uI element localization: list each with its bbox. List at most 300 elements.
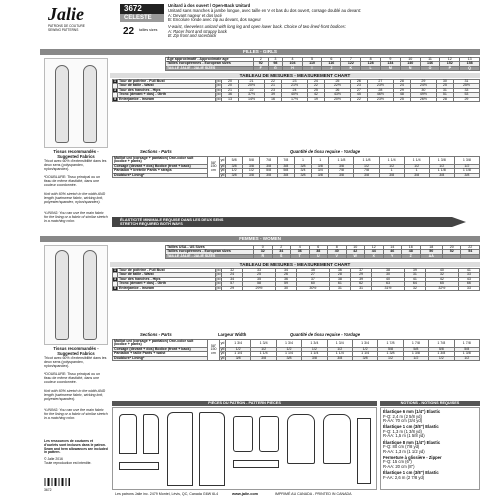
yardage-value: 1 1/4 xyxy=(404,157,429,165)
eu-size-cell: 98 xyxy=(268,62,283,66)
pattern-name: CELESTE xyxy=(120,14,164,22)
unit-label: po xyxy=(216,276,221,281)
measurement-value: 63 xyxy=(372,282,405,286)
row-number: 5 xyxy=(114,96,116,101)
size-letter: W xyxy=(346,254,365,258)
measurement-value: 24 xyxy=(281,88,307,92)
unit-label: po xyxy=(216,79,221,83)
women-jalie-label: TAILLE JALIE - JALIE SIZES xyxy=(166,254,254,258)
measurement-value: 31 xyxy=(436,88,453,92)
unit-label: po xyxy=(216,96,221,101)
size-letter: Y xyxy=(383,254,402,258)
unit-label: yd xyxy=(220,355,225,360)
woman-silhouette-back xyxy=(83,250,97,340)
age-cell: 12 xyxy=(440,58,460,62)
measurement-value: 24½ xyxy=(410,84,436,88)
girls-en-lining: *LINING: You can use the main fabric for the lining or a fabric of similar stretch in a matching color. xyxy=(44,211,108,223)
measurement-value: 43½ xyxy=(324,93,350,97)
pattern-piece xyxy=(233,460,279,468)
notions-list xyxy=(380,407,480,490)
measurement-value: 65 xyxy=(426,282,459,286)
age-label: Âge approximatif - Approximate age xyxy=(166,58,254,62)
row-number: 3 xyxy=(114,276,116,281)
age-cell: 9 xyxy=(381,58,401,62)
pattern-piece xyxy=(119,462,159,470)
yardage-value: 1 xyxy=(294,157,311,165)
yardage-value: 1 7/8 xyxy=(454,340,479,348)
measurement-value: 29 xyxy=(453,97,479,101)
yardage-value: 3/8 xyxy=(260,173,277,177)
yardage-value: 3/8 xyxy=(329,164,354,168)
age-cell: 8 xyxy=(361,58,381,62)
measurement-value: 23½ xyxy=(367,97,393,101)
eu-size-cell: 110 xyxy=(302,62,321,66)
measurement-value: 22 xyxy=(238,88,264,92)
measurement-label: Tronc (devant + dos) - Girth xyxy=(118,93,216,97)
yardage-value: 1 1/8 xyxy=(329,157,354,165)
yardage-label: Maillot uni (corsage + pantalon) One-color suit (bodice + pants) xyxy=(113,157,208,165)
measurement-value: 20 xyxy=(222,84,239,88)
measurement-value: 58 xyxy=(243,282,276,286)
yardage-value: 1 3/4 xyxy=(251,340,276,348)
pattern-piece xyxy=(199,412,225,486)
measurement-value: 28 xyxy=(367,88,393,92)
yardage-value: 7/8 xyxy=(354,169,379,173)
measurement-value: 22 xyxy=(307,84,324,88)
eu-size-cell: 122 xyxy=(341,62,361,66)
yardage-value: 1 3/8 xyxy=(378,352,403,356)
measurement-value: 31 xyxy=(404,273,425,277)
yardage-value: 3/8 xyxy=(226,356,251,360)
measurement-value: 20 xyxy=(222,80,239,84)
eu-size-cell: 44 xyxy=(365,250,384,254)
measurement-value: 46½ xyxy=(367,93,393,97)
girls-sections-label: Sections - Parts xyxy=(140,149,172,154)
unit-label: po xyxy=(216,268,221,272)
measurement-value: 41 xyxy=(404,277,425,281)
yardage-value: 1/2 xyxy=(454,164,479,168)
yardage-value: 1/2 xyxy=(226,169,243,173)
measurement-value: 39 xyxy=(350,277,371,281)
measurement-value: 31 xyxy=(329,286,350,290)
row-number: 5 xyxy=(114,285,116,290)
pattern-pieces-area xyxy=(112,407,377,490)
us-size-cell: 12 xyxy=(365,246,384,250)
size-letter: L xyxy=(361,66,381,70)
yardage-value: 1 3/4 xyxy=(302,340,327,348)
unit-label: po xyxy=(216,285,221,290)
measurement-value: 49½ xyxy=(410,93,436,97)
size-letter: P xyxy=(440,66,460,70)
girls-fabric-title: Tissus recommandés - Suggested Fabrics xyxy=(53,149,99,159)
yardage-value: 3/8 xyxy=(404,173,429,177)
eu-size-cell: 46 xyxy=(383,250,402,254)
yardage-value: 1 1/4 xyxy=(327,352,352,356)
yardage-value: 3/8 xyxy=(294,173,311,177)
measurement-value: 26 xyxy=(350,80,367,84)
measurement-value: 33 xyxy=(458,273,479,277)
us-size-cell: 0 xyxy=(254,246,273,250)
women-en-fabric: Knit with 60% stretch in the width AND length (swimwear fabric, wicking knit, polyester/spandex). xyxy=(44,389,106,401)
women-fabric-text: Tricot avec 60% d'extensibilité dans les deux sens (polyspandex, nylon/spandex). xyxy=(44,356,107,368)
measurement-value: 48 xyxy=(393,93,410,97)
eu-size-cell: 40 xyxy=(328,250,347,254)
measurement-value: 26½ xyxy=(410,97,436,101)
measurement-value: 64 xyxy=(404,282,425,286)
row-number: 1 xyxy=(114,79,116,83)
girl-silhouette-front xyxy=(55,65,69,143)
yardage-value: 5/8 xyxy=(403,347,428,351)
measurement-value: 21½ xyxy=(281,84,307,88)
yardage-value: 1 1/4 xyxy=(251,352,276,356)
stretch-arrow-icon xyxy=(452,217,466,227)
yardage-value: 1 1/4 xyxy=(302,352,327,356)
women-fabric-title: Tissus recommandés - Suggested Fabrics xyxy=(53,346,99,356)
girls-en-fabric: Knit with 60% stretch in the width AND length (swimwear fabric, wicking knit, polyester/spandex, nylon/spandex). xyxy=(44,192,106,204)
measurement-value: 16 xyxy=(264,97,281,101)
measurement-value: 28 xyxy=(393,80,410,84)
yardage-value: 5/8 xyxy=(260,169,277,173)
us-size-cell: 2 xyxy=(272,246,291,250)
yardage-value: 5/8 xyxy=(277,169,294,173)
measurement-value: 43 xyxy=(458,277,479,281)
pattern-piece xyxy=(357,418,371,484)
measurement-value: 32½ xyxy=(426,286,459,290)
pattern-piece xyxy=(287,414,315,464)
age-cell: 5 xyxy=(302,58,321,62)
yardage-value: 1/2 xyxy=(379,164,404,168)
yardage-value: 3/8 xyxy=(379,173,404,177)
yardage-value: 1 1/8 xyxy=(454,169,479,173)
women-yardage-title: Quantité de tissu requise - Yardage xyxy=(290,332,361,337)
us-size-cell: 14 xyxy=(383,246,402,250)
women-chart-title: TABLEAU DE MESURES - MEASUREMENT CHART xyxy=(110,262,480,267)
yardage-value: 5/8 xyxy=(243,157,260,165)
en-option-a: A: Racer front and strappy back xyxy=(168,29,227,34)
girls-size-table xyxy=(165,57,480,71)
yardage-value: 1/2 xyxy=(226,347,251,351)
us-size-cell: 4 xyxy=(291,246,310,250)
measurement-value: 26 xyxy=(275,273,296,277)
measurement-value: 33 xyxy=(243,269,276,273)
yardage-value: 5/8 xyxy=(429,347,454,351)
unit-label: yd xyxy=(220,163,225,168)
measurement-value: 27 xyxy=(350,88,367,92)
us-size-cell: 18 xyxy=(420,246,442,250)
size-letter: AA xyxy=(420,254,442,258)
measurement-value: 60 xyxy=(297,282,330,286)
measurement-value: 25 xyxy=(243,273,276,277)
copyright: © Jalie 2016 Toute reproduction est interdite. xyxy=(44,457,92,465)
unit-label: yd xyxy=(220,346,225,351)
measurement-label: Tour de taille - Waist xyxy=(118,84,216,88)
yardage-value: 3/4 xyxy=(294,169,311,173)
notion-item: Fermeture à glissière - Zipper xyxy=(383,454,442,460)
yardage-value: 1/2 xyxy=(243,169,260,173)
size-letter: N xyxy=(400,66,420,70)
measurement-value: 38 xyxy=(372,269,405,273)
notion-item: R-AA: 1,3 m (1 1/2 yd) xyxy=(383,448,425,454)
header xyxy=(40,3,480,45)
sizes-label: tailles sizes xyxy=(139,28,158,32)
measurement-value: 34 xyxy=(222,277,243,281)
notion-item: Élastique 8 mm (1/4") Elastic xyxy=(383,439,441,445)
yardage-value: 3/8 xyxy=(243,173,260,177)
yardage-value: 1/2 xyxy=(378,356,403,360)
table-row xyxy=(113,286,480,290)
women-measurement-table xyxy=(112,268,480,291)
yardage-value: 3/8 xyxy=(226,173,243,177)
measurement-value: 29 xyxy=(222,286,243,290)
age-cell: 3 xyxy=(268,58,283,62)
yardage-value: 1 7/8 xyxy=(378,340,403,348)
size-letter: Q xyxy=(460,66,480,70)
eu-size-cell: 52 xyxy=(442,250,461,254)
measurement-value: 37 xyxy=(297,277,330,281)
size-letter: G xyxy=(268,66,283,70)
eu-size-cell: 104 xyxy=(283,62,303,66)
measurement-value: 27 xyxy=(297,273,330,277)
yardage-value: 1 3/4 xyxy=(327,340,352,348)
yardage-value: 3/8 xyxy=(352,356,377,360)
size-letter: M xyxy=(381,66,401,70)
girls-figure xyxy=(44,58,108,148)
women-width-head: Largeur Width xyxy=(218,332,247,337)
row-number: 2 xyxy=(114,272,116,277)
yardage-value: 1/2 xyxy=(354,164,379,168)
measurement-value: 33 xyxy=(458,286,479,290)
barcode-text: 3672 xyxy=(44,488,52,492)
measurement-value: 21 xyxy=(222,88,239,92)
pattern-piece xyxy=(119,414,137,454)
eu-size-cell: 146 xyxy=(420,62,440,66)
us-sizes-label: Tailles USA - US Sizes xyxy=(166,246,254,250)
fr-title: Unitard à dos ouvert / Open-Back Unitard xyxy=(168,3,251,8)
us-size-cell: 16 xyxy=(402,246,421,250)
eu-size-cell: 34 xyxy=(272,250,291,254)
measurement-value: 30 xyxy=(410,88,436,92)
yardage-value: 3/8 xyxy=(354,173,379,177)
yardage-value: 1 7/8 xyxy=(429,340,454,348)
yardage-value: 1/2 xyxy=(404,164,429,168)
yardage-value: 3/8 xyxy=(429,173,454,177)
measurement-value: 37 xyxy=(350,269,371,273)
unit-label: yd xyxy=(220,172,225,177)
notion-item: R-AA: 70 cm (3/4 yd) xyxy=(383,418,423,424)
measurement-value: 28 xyxy=(436,97,453,101)
eu-size-cell: 152 xyxy=(440,62,460,66)
yardage-value: 1 1/4 xyxy=(226,352,251,356)
yardage-value: 1 xyxy=(312,157,329,165)
yardage-value: 3/8 xyxy=(312,173,329,177)
measurement-value: 41 xyxy=(458,269,479,273)
measurement-value: 33 xyxy=(453,88,479,92)
eu-size-cell: 116 xyxy=(322,62,341,66)
age-cell: 11 xyxy=(420,58,440,62)
yardage-value: 1/2 xyxy=(429,164,454,168)
row-number: 4 xyxy=(114,92,116,97)
en-option-b: B: Zip front and racerback xyxy=(168,33,217,38)
yardage-value: 3/8 xyxy=(294,164,311,168)
size-letter: I xyxy=(302,66,321,70)
measurement-value: 13 xyxy=(222,97,239,101)
us-size-cell: 8 xyxy=(328,246,347,250)
measurement-value: 36 xyxy=(222,93,239,97)
measurement-value: 35 xyxy=(243,277,276,281)
measurement-value: 30 xyxy=(436,80,453,84)
measurement-value: 29 xyxy=(410,80,436,84)
measurement-label: Tour de poitrine - Full Bust xyxy=(118,269,216,273)
measurement-value: 42 xyxy=(307,93,324,97)
measurement-value: 17½ xyxy=(281,97,307,101)
yardage-value: 1/2 xyxy=(302,347,327,351)
measurement-label: Tour des hanches - Hips xyxy=(118,88,216,92)
fr-description: Unitard sans manches à jambe longue, avec taille en V et bas du dos ouvert, corsage doublé au devant: xyxy=(168,8,361,13)
measurement-value: 40½ xyxy=(281,93,307,97)
size-letter: T xyxy=(291,254,310,258)
notion-item: Élastique 6 mm (1/4") Elastic xyxy=(383,409,441,414)
us-size-cell: 6 xyxy=(309,246,328,250)
age-cell: 10 xyxy=(400,58,420,62)
measurement-value: 24 xyxy=(222,273,243,277)
yardage-value: 1 3/8 xyxy=(454,157,479,165)
yardage-value: 3/8 xyxy=(327,356,352,360)
unit-label: po xyxy=(216,92,221,97)
notion-item: Élastique 1 cm (3/8") Elastic xyxy=(383,470,439,476)
girl-silhouette-back xyxy=(83,65,97,143)
measurement-value: 61 xyxy=(329,282,350,286)
yardage-value: 1/2 xyxy=(403,356,428,360)
measurement-value: 19 xyxy=(307,97,324,101)
yardage-label: Doublure* Lining* xyxy=(113,356,208,360)
yardage-value: 3/4 xyxy=(312,169,329,173)
unit-label: po xyxy=(216,83,221,88)
measurement-value: 23 xyxy=(350,84,367,88)
measurement-value: 21 xyxy=(238,80,264,84)
age-cell: 4 xyxy=(283,58,303,62)
yardage-value: 7/8 xyxy=(277,157,294,165)
measurement-value: 53 xyxy=(453,93,479,97)
yardage-value: 1/2 xyxy=(276,347,301,351)
website: www.jalie.com xyxy=(232,492,259,496)
yardage-value: 1/2 xyxy=(251,347,276,351)
yardage-value: 3/8 xyxy=(302,356,327,360)
size-letter: H xyxy=(283,66,303,70)
eu-size-cell: 92 xyxy=(254,62,269,66)
measurement-value: 25 xyxy=(393,97,410,101)
us-size-cell: 10 xyxy=(346,246,365,250)
size-letter: J xyxy=(322,66,341,70)
yardage-value: 5/8 xyxy=(454,347,479,351)
eu-size-cell: 48 xyxy=(402,250,421,254)
measurement-value: 21 xyxy=(264,84,281,88)
unit-label: yd xyxy=(220,168,225,173)
stretch-banner: ÉLASTICITÉ MINIMALE REQUISE DANS LES DEUX SENS STRETCH REQUIRED BOTH WAYS xyxy=(112,217,452,227)
yardage-label: Pantalon + bretelle Pants + straps xyxy=(113,169,208,173)
eu-size-cell: 32 xyxy=(254,250,273,254)
measurement-value: 27 xyxy=(367,80,393,84)
yardage-value: 1 1/8 xyxy=(354,157,379,165)
measurement-value: 29 xyxy=(393,88,410,92)
girls-fabric-text: Tricot avec 60% d'extensibilité dans les deux sens (polyspandex, nylon/spandex). xyxy=(44,159,107,171)
table-row xyxy=(113,97,480,101)
measurement-value: 32 xyxy=(404,286,425,290)
women-yardage-table xyxy=(112,339,480,361)
measurement-value: 23 xyxy=(281,80,307,84)
yardage-value: 1 1/4 xyxy=(276,352,301,356)
unit-label: po xyxy=(216,281,221,286)
measurement-label: Tronc (devant + dos) - Girth xyxy=(118,282,216,286)
measurement-value: 35 xyxy=(297,269,330,273)
pattern-pieces-title: PIÈCES DU PATRON - PATTERN PIECES xyxy=(112,401,377,406)
measurement-value: 36 xyxy=(329,269,350,273)
yardage-value: 1 1/4 xyxy=(379,157,404,165)
measurement-value: 40 xyxy=(372,277,405,281)
unit-label: yd xyxy=(220,157,226,165)
measurement-value: 39 xyxy=(404,269,425,273)
size-letter: R xyxy=(254,254,273,258)
eu-size-cell: 38 xyxy=(309,250,328,254)
age-cell: 2 xyxy=(254,58,269,62)
eu-size-cell: 36 xyxy=(291,250,310,254)
eu-size-cell: 54 xyxy=(461,250,480,254)
yardage-value: 1 3/4 xyxy=(276,340,301,348)
age-cell: 7 xyxy=(341,58,361,62)
printed-in: IMPRIMÉ AU CANADA - PRINTED IN CANADA xyxy=(275,492,352,496)
pattern-piece xyxy=(233,416,253,452)
yardage-value: 1 1/4 xyxy=(352,352,377,356)
measurement-value: 51 xyxy=(436,93,453,97)
row-number: 4 xyxy=(114,281,116,286)
measurement-value: 25½ xyxy=(453,84,479,88)
yardage-value: 3/8 xyxy=(260,164,277,168)
notion-item: F-Q: 1,3 m (1 3/8 yd) xyxy=(383,428,422,434)
measurement-value: 37½ xyxy=(238,93,264,97)
measurement-value: 57 xyxy=(222,282,243,286)
measurement-value: 30 xyxy=(372,273,405,277)
yardage-label: Doublure* Lining* xyxy=(113,173,208,177)
yardage-label: Corsage (devant + dos) Bodice (front + back) xyxy=(113,347,208,351)
company-address: Les patrons Jalie inc. 2479 Montel, Lévis, QC, Canada G6W 6L4 xyxy=(115,492,219,496)
measurement-value: 22 xyxy=(350,97,367,101)
size-letter: U xyxy=(309,254,328,258)
jalie-sizes-label: TAILLE JALIE - JALIE SIZES xyxy=(166,66,254,70)
measurement-value: 32 xyxy=(426,273,459,277)
girls-chart-title: TABLEAU DE MESURES - MEASUREMENT CHART xyxy=(110,73,480,78)
women-size-table xyxy=(165,245,480,259)
measurement-value: 40 xyxy=(426,269,459,273)
yardage-value: 3/8 xyxy=(277,164,294,168)
yardage-value: 3/8 xyxy=(454,173,479,177)
yardage-value: 1 3/8 xyxy=(429,352,454,356)
row-number: 1 xyxy=(114,268,116,272)
measurement-value: 30½ xyxy=(297,286,330,290)
measurement-value: 29 xyxy=(350,273,371,277)
measurement-value: 22½ xyxy=(324,84,350,88)
yardage-value: 1 xyxy=(404,169,429,173)
measurement-value: 31 xyxy=(350,286,371,290)
yardage-value: 1 3/8 xyxy=(454,352,479,356)
measurement-label: Entrejambe - Inseam xyxy=(118,97,216,101)
girls-lining-text: *DOUBLURE: Tissu principal ou un tissu de même élasticité, dans une couleur coordonnée. xyxy=(44,175,101,187)
yardage-value: 3/8 xyxy=(276,356,301,360)
yardage-value: 1/2 xyxy=(352,347,377,351)
yardage-value: 3/8 xyxy=(251,356,276,360)
age-cell: 6 xyxy=(322,58,341,62)
us-size-cell: 22 xyxy=(461,246,480,250)
brand-logo: Jalie xyxy=(48,4,84,24)
yardage-value: 5/8 xyxy=(378,347,403,351)
